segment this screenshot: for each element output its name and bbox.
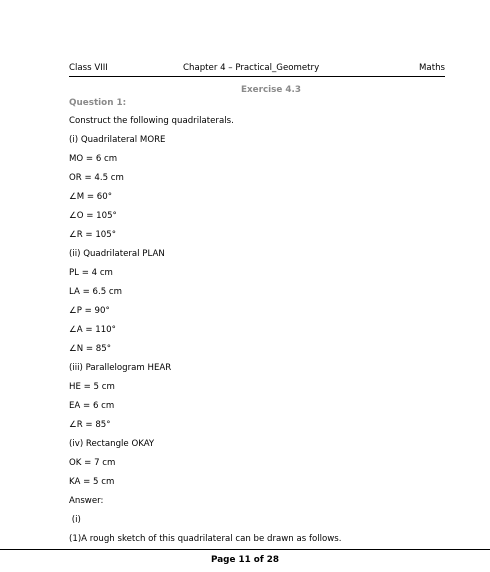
text-line: (i) [69, 515, 81, 525]
text-line: LA = 6.5 cm [69, 287, 123, 297]
text-line: ∠A = 110° [69, 325, 116, 335]
text-line: OR = 4.5 cm [69, 173, 124, 183]
text-line: MO = 6 cm [69, 154, 118, 164]
text-line: Construct the following quadrilaterals. [69, 116, 234, 126]
text-line: ∠O = 105° [69, 211, 117, 221]
text-line: HE = 5 cm [69, 382, 115, 392]
text-line: ∠P = 90° [69, 306, 110, 316]
text-line: ∠R = 105° [69, 230, 117, 240]
page-header [69, 63, 445, 77]
subject-label: Maths [419, 63, 445, 73]
text-line: ∠M = 60° [69, 192, 113, 202]
text-line: (1)A rough sketch of this quadrilateral can be drawn as follows. [69, 534, 342, 544]
chapter-label: Chapter 4 – Practical_Geometry [183, 63, 320, 73]
text-line: (iii) Parallelogram HEAR [69, 363, 172, 373]
class-label: Class VIII [69, 63, 108, 73]
exercise-title: Exercise 4.3 [240, 85, 302, 95]
text-line: PL = 4 cm [69, 268, 113, 278]
question-body [69, 116, 342, 553]
text-line: KA = 5 cm [69, 477, 115, 487]
page-number: Page 11 of 28 [211, 555, 279, 565]
question-title: Question 1: [69, 98, 127, 108]
text-line: (iv) Rectangle OKAY [69, 439, 155, 449]
text-line: (i) Quadrilateral MORE [69, 135, 166, 145]
text-line: EA = 6 cm [69, 401, 115, 411]
text-line: OK = 7 cm [69, 458, 116, 468]
text-line: ∠N = 85° [69, 344, 112, 354]
footer-divider [0, 549, 490, 550]
text-line: (ii) Quadrilateral PLAN [69, 249, 165, 259]
text-line: ∠R = 85° [69, 420, 111, 430]
text-line: Answer: [69, 496, 104, 506]
